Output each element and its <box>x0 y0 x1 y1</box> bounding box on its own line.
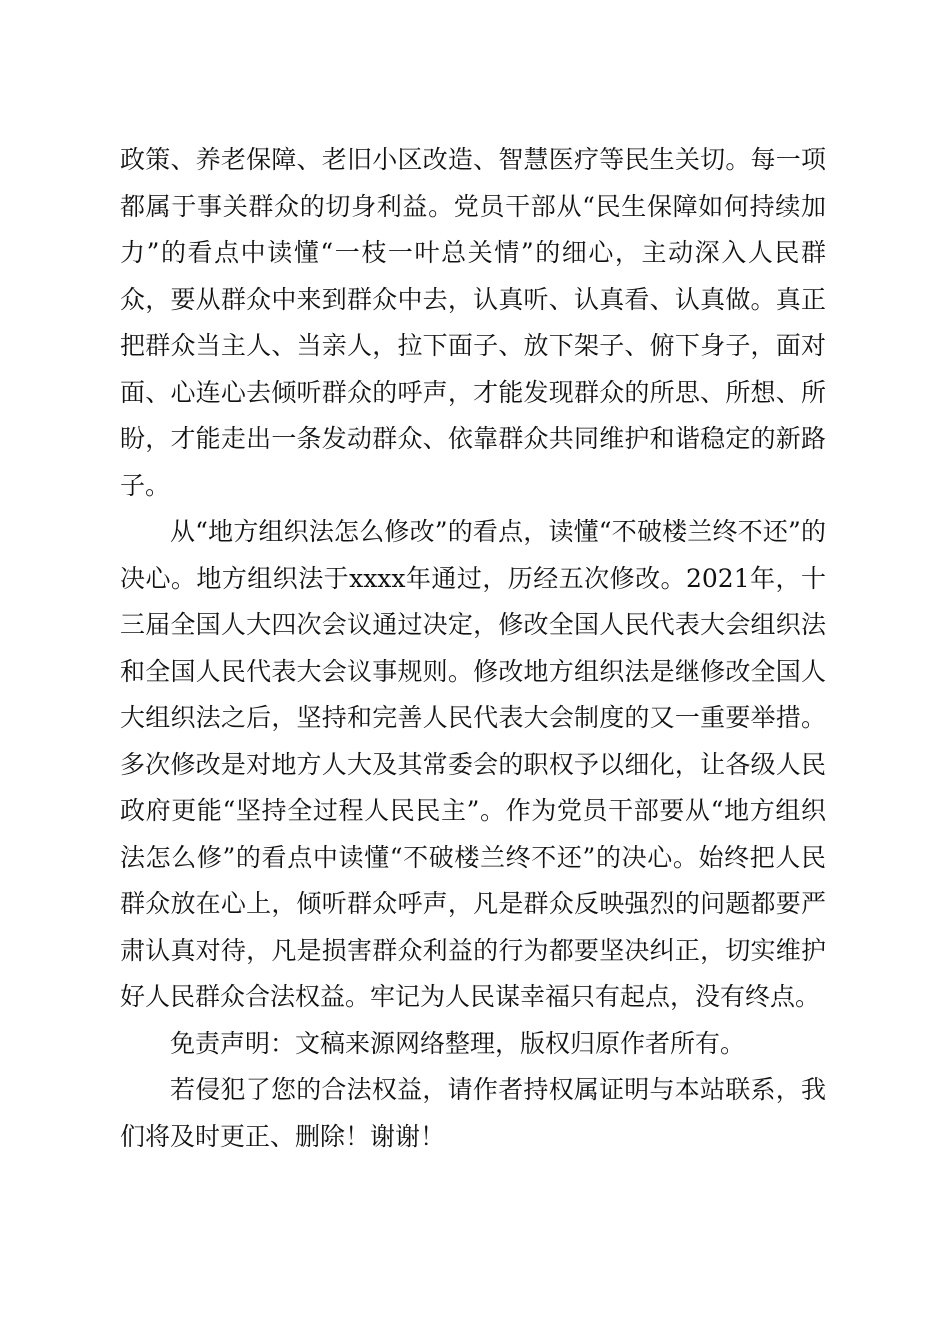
paragraph-disclaimer: 免责声明：文稿来源网络整理，版权归原作者所有。 <box>170 1028 746 1058</box>
document-body <box>120 137 826 1160</box>
paragraph-infringement-notice: 若侵犯了您的合法权益，请作者持权属证明与本站联系，我们将及时更正、删除！谢谢！ <box>120 1075 826 1151</box>
paragraph-local-organization-law: 从“地方组织法怎么修改”的看点，读懂“不破楼兰终不还”的决心。地方组织法于xxxx年通过，历经五次修改。2021年，十三届全国人大四次会议通过决定，修改全国人民代表大会组织法和全国人民代表大会议事规则。修改地方组织法是继修改全国人大组织法之后，坚持和完善人民代表大会制度的又一重要举措。多次修改是对地方人大及其常委会的职权予以细化，让各级人民政府更能“坚持全过程人民民主”。作为党员干部要从“地方组织法怎么修”的看点中读懂“不破楼兰终不还”的决心。始终把人民群众放在心上，倾听群众呼声，凡是群众反映强烈的问题都要严肃认真对待，凡是损害群众利益的行为都要坚决纠正，切实维护好人民群众合法权益。牢记为人民谋幸福只有起点，没有终点。 <box>120 517 826 1011</box>
paragraph-livelihood: 政策、养老保障、老旧小区改造、智慧医疗等民生关切。每一项都属于事关群众的切身利益。党员干部从“民生保障如何持续加力”的看点中读懂“一枝一叶总关情”的细心，主动深入人民群众，要从群众中来到群众中去，认真听、认真看、认真做。真正把群众当主人、当亲人，拉下面子、放下架子、俯下身子，面对面、心连心去倾听群众的呼声，才能发现群众的所思、所想、所盼，才能走出一条发动群众、依靠群众共同维护和谐稳定的新路子。 <box>120 145 826 500</box>
